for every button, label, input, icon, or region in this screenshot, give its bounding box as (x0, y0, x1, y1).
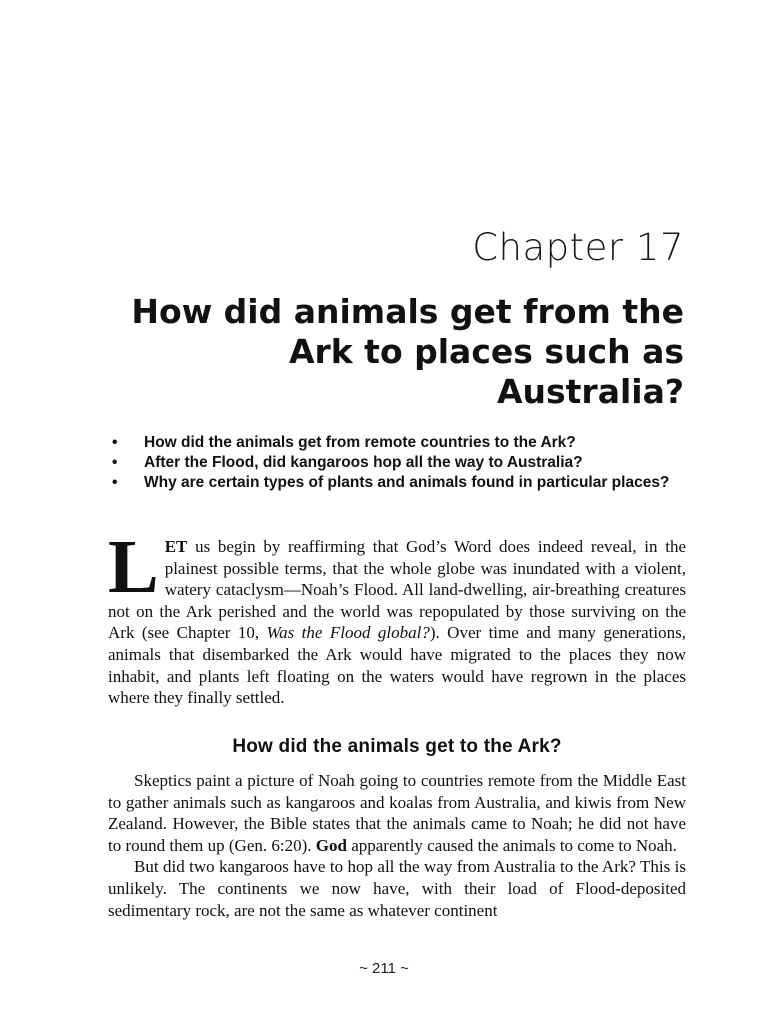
section-heading: How did the animals get to the Ark? (232, 736, 562, 757)
bullet-icon: • (112, 474, 118, 491)
bold-word: God (315, 835, 347, 855)
question-text: How did the animals get from remote countries to the Ark? (144, 434, 576, 451)
page-number: ~ 211 ~ (359, 960, 409, 977)
question-item (110, 473, 690, 493)
intro-text-part-2: ). Over time and many generations, animals that disembarked the Ark would have migrated to the places they now inhabit, and plants left floating on the waters would have regrown in the places where they finally settled. (108, 623, 686, 708)
drop-cap: L (108, 525, 159, 609)
question-item (110, 433, 690, 453)
chapter-questions-list (110, 433, 690, 493)
intro-lead-word: ET (164, 537, 188, 556)
paragraph-text: apparently caused the animals to come to Noah. (346, 835, 677, 855)
question-text: After the Flood, did kangaroos hop all the way to Australia? (144, 454, 583, 471)
intro-paragraph (108, 525, 686, 709)
bullet-icon: • (112, 434, 118, 451)
chapter-label: Chapter 17 (472, 226, 684, 269)
bullet-icon: • (112, 454, 118, 471)
chapter-reference: Was the Flood global? (266, 623, 430, 643)
chapter-title: How did animals get from the Ark to places such as Australia? (131, 292, 684, 411)
section-paragraph-1 (108, 770, 686, 856)
section-body (108, 770, 686, 921)
paragraph-text: Skeptics paint a picture of Noah going to countries remote from the Middle East to gather animals such as kangaroos and koalas from Australia, and kiwis from New Zealand. However, the Bible states that the animals came to Noah; he did not have to round them up (Gen. 6:20). (108, 771, 686, 855)
question-item (110, 453, 690, 473)
section-paragraph-2: But did two kangaroos have to hop all the way from Australia to the Ark? This is unlikely. The continents we now have, with their load of Flood-deposited sedimentary rock, are not the same as whatever continent (108, 857, 686, 920)
question-text: Why are certain types of plants and animals found in particular places? (144, 474, 670, 491)
intro-text-part-1: us begin by reaffirming that God’s Word does indeed reveal, in the plainest possible terms, that the whole globe was inundated with a violent, watery cataclysm—Noah’s Flood. All land-dwelling, air-breathing creatures not on the Ark perished and the world was repopulated by those surviving on the Ark (see Chapter 10, (108, 537, 686, 643)
